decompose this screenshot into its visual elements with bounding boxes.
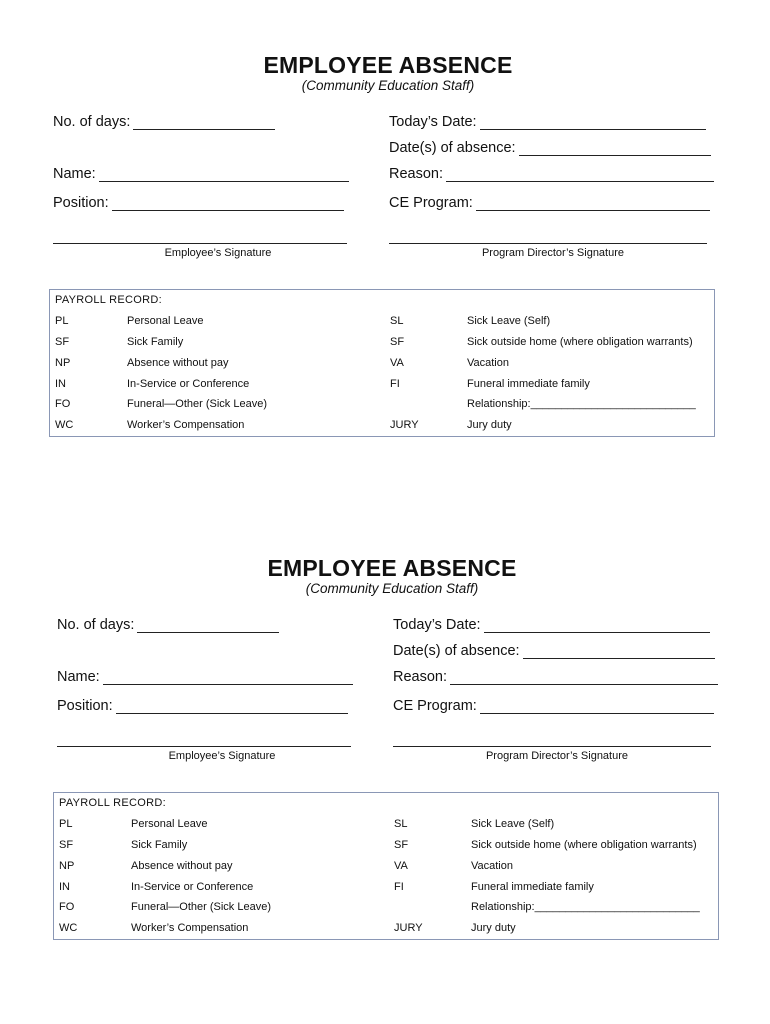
payroll-code: JURY bbox=[390, 419, 419, 431]
name-field[interactable] bbox=[57, 669, 353, 685]
payroll-record-box bbox=[53, 792, 719, 940]
payroll-desc: Funeral—Other (Sick Leave) bbox=[131, 901, 271, 913]
payroll-code: FI bbox=[394, 881, 404, 893]
payroll-code: FI bbox=[390, 378, 400, 390]
todays-date-field[interactable] bbox=[393, 617, 710, 633]
position-line[interactable] bbox=[112, 195, 344, 211]
payroll-row bbox=[50, 357, 714, 371]
no-of-days-field[interactable] bbox=[57, 617, 279, 633]
name-field[interactable] bbox=[53, 166, 349, 182]
payroll-row bbox=[50, 315, 714, 329]
dates-of-absence-label: Date(s) of absence: bbox=[393, 643, 520, 659]
payroll-code: SL bbox=[390, 315, 404, 327]
employee-signature-label: Employee’s Signature bbox=[168, 750, 276, 762]
position-line[interactable] bbox=[116, 698, 348, 714]
name-line[interactable] bbox=[99, 166, 349, 182]
ce-program-field[interactable] bbox=[393, 698, 714, 714]
payroll-row bbox=[54, 839, 718, 853]
payroll-desc: Worker’s Compensation bbox=[131, 922, 249, 934]
payroll-desc: Relationship:___________________________ bbox=[467, 398, 696, 410]
payroll-desc: Absence without pay bbox=[127, 357, 229, 369]
reason-field[interactable] bbox=[389, 166, 714, 182]
ce-program-label: CE Program: bbox=[389, 195, 473, 211]
payroll-desc: Jury duty bbox=[467, 419, 512, 431]
payroll-desc: Relationship:___________________________ bbox=[471, 901, 700, 913]
payroll-code: SF bbox=[394, 839, 409, 851]
no-of-days-label: No. of days: bbox=[57, 617, 135, 633]
director-signature-line[interactable] bbox=[389, 242, 707, 244]
payroll-code: FO bbox=[55, 398, 71, 410]
reason-line[interactable] bbox=[450, 669, 718, 685]
employee-signature-line[interactable] bbox=[57, 745, 351, 747]
payroll-code: PL bbox=[59, 818, 73, 830]
payroll-row bbox=[50, 398, 714, 412]
todays-date-line[interactable] bbox=[484, 617, 710, 633]
payroll-desc: In-Service or Conference bbox=[131, 881, 254, 893]
payroll-code: WC bbox=[55, 419, 74, 431]
payroll-desc: Sick Leave (Self) bbox=[467, 315, 551, 327]
payroll-record-box bbox=[49, 289, 715, 437]
director-signature-label: Program Director’s Signature bbox=[481, 247, 625, 259]
ce-program-label: CE Program: bbox=[393, 698, 477, 714]
payroll-row bbox=[54, 881, 718, 895]
payroll-code: SF bbox=[59, 839, 74, 851]
form-subtitle: (Community Education Staff) bbox=[301, 78, 475, 93]
payroll-desc: Sick Family bbox=[131, 839, 188, 851]
todays-date-label: Today’s Date: bbox=[389, 114, 477, 130]
payroll-row bbox=[54, 860, 718, 874]
no-of-days-line[interactable] bbox=[133, 114, 275, 130]
payroll-desc: Personal Leave bbox=[131, 818, 208, 830]
director-signature-line[interactable] bbox=[393, 745, 711, 747]
ce-program-field[interactable] bbox=[389, 195, 710, 211]
payroll-desc: Sick outside home (where obligation warrants) bbox=[467, 336, 693, 348]
payroll-desc: Vacation bbox=[467, 357, 509, 369]
form-title: EMPLOYEE ABSENCE bbox=[263, 52, 513, 78]
payroll-code: IN bbox=[59, 881, 70, 893]
ce-program-line[interactable] bbox=[480, 698, 714, 714]
payroll-desc: In-Service or Conference bbox=[127, 378, 250, 390]
dates-of-absence-label: Date(s) of absence: bbox=[389, 140, 516, 156]
name-line[interactable] bbox=[103, 669, 353, 685]
payroll-desc: Jury duty bbox=[471, 922, 516, 934]
reason-label: Reason: bbox=[389, 166, 444, 182]
todays-date-label: Today’s Date: bbox=[393, 617, 481, 633]
payroll-code: VA bbox=[390, 357, 404, 369]
todays-date-line[interactable] bbox=[480, 114, 706, 130]
payroll-row bbox=[54, 922, 718, 936]
employee-signature-label: Employee’s Signature bbox=[164, 247, 272, 259]
payroll-code: IN bbox=[55, 378, 66, 390]
no-of-days-line[interactable] bbox=[137, 617, 279, 633]
ce-program-line[interactable] bbox=[476, 195, 710, 211]
payroll-row bbox=[54, 818, 718, 832]
dates-of-absence-line[interactable] bbox=[523, 643, 715, 659]
form-title: EMPLOYEE ABSENCE bbox=[267, 555, 517, 581]
payroll-code: SF bbox=[390, 336, 405, 348]
payroll-row bbox=[54, 901, 718, 915]
payroll-header: PAYROLL RECORD: bbox=[55, 294, 162, 306]
payroll-code: NP bbox=[55, 357, 71, 369]
position-field[interactable] bbox=[57, 698, 348, 714]
dates-of-absence-field[interactable] bbox=[393, 643, 715, 659]
no-of-days-field[interactable] bbox=[53, 114, 275, 130]
payroll-desc: Funeral—Other (Sick Leave) bbox=[127, 398, 267, 410]
payroll-code: VA bbox=[394, 860, 408, 872]
payroll-desc: Worker’s Compensation bbox=[127, 419, 245, 431]
dates-of-absence-field[interactable] bbox=[389, 140, 711, 156]
employee-signature-line[interactable] bbox=[53, 242, 347, 244]
todays-date-field[interactable] bbox=[389, 114, 706, 130]
payroll-code: SL bbox=[394, 818, 408, 830]
payroll-row bbox=[50, 378, 714, 392]
form-subtitle: (Community Education Staff) bbox=[305, 581, 479, 596]
payroll-desc: Sick outside home (where obligation warrants) bbox=[471, 839, 697, 851]
payroll-desc: Absence without pay bbox=[131, 860, 233, 872]
payroll-code: FO bbox=[59, 901, 75, 913]
payroll-header: PAYROLL RECORD: bbox=[59, 797, 166, 809]
position-label: Position: bbox=[53, 195, 109, 211]
no-of-days-label: No. of days: bbox=[53, 114, 131, 130]
payroll-desc: Vacation bbox=[471, 860, 513, 872]
reason-field[interactable] bbox=[393, 669, 718, 685]
payroll-desc: Funeral immediate family bbox=[471, 881, 594, 893]
position-field[interactable] bbox=[53, 195, 344, 211]
name-label: Name: bbox=[53, 166, 96, 182]
payroll-code: NP bbox=[59, 860, 75, 872]
position-label: Position: bbox=[57, 698, 113, 714]
payroll-code: WC bbox=[59, 922, 78, 934]
reason-line[interactable] bbox=[446, 166, 714, 182]
reason-label: Reason: bbox=[393, 669, 448, 685]
name-label: Name: bbox=[57, 669, 100, 685]
payroll-code: SF bbox=[55, 336, 70, 348]
payroll-row bbox=[50, 336, 714, 350]
dates-of-absence-line[interactable] bbox=[519, 140, 711, 156]
director-signature-label: Program Director’s Signature bbox=[485, 750, 629, 762]
payroll-code: JURY bbox=[394, 922, 423, 934]
payroll-desc: Sick Family bbox=[127, 336, 184, 348]
payroll-desc: Personal Leave bbox=[127, 315, 204, 327]
payroll-row bbox=[50, 419, 714, 433]
payroll-desc: Sick Leave (Self) bbox=[471, 818, 555, 830]
payroll-code: PL bbox=[55, 315, 69, 327]
payroll-desc: Funeral immediate family bbox=[467, 378, 590, 390]
